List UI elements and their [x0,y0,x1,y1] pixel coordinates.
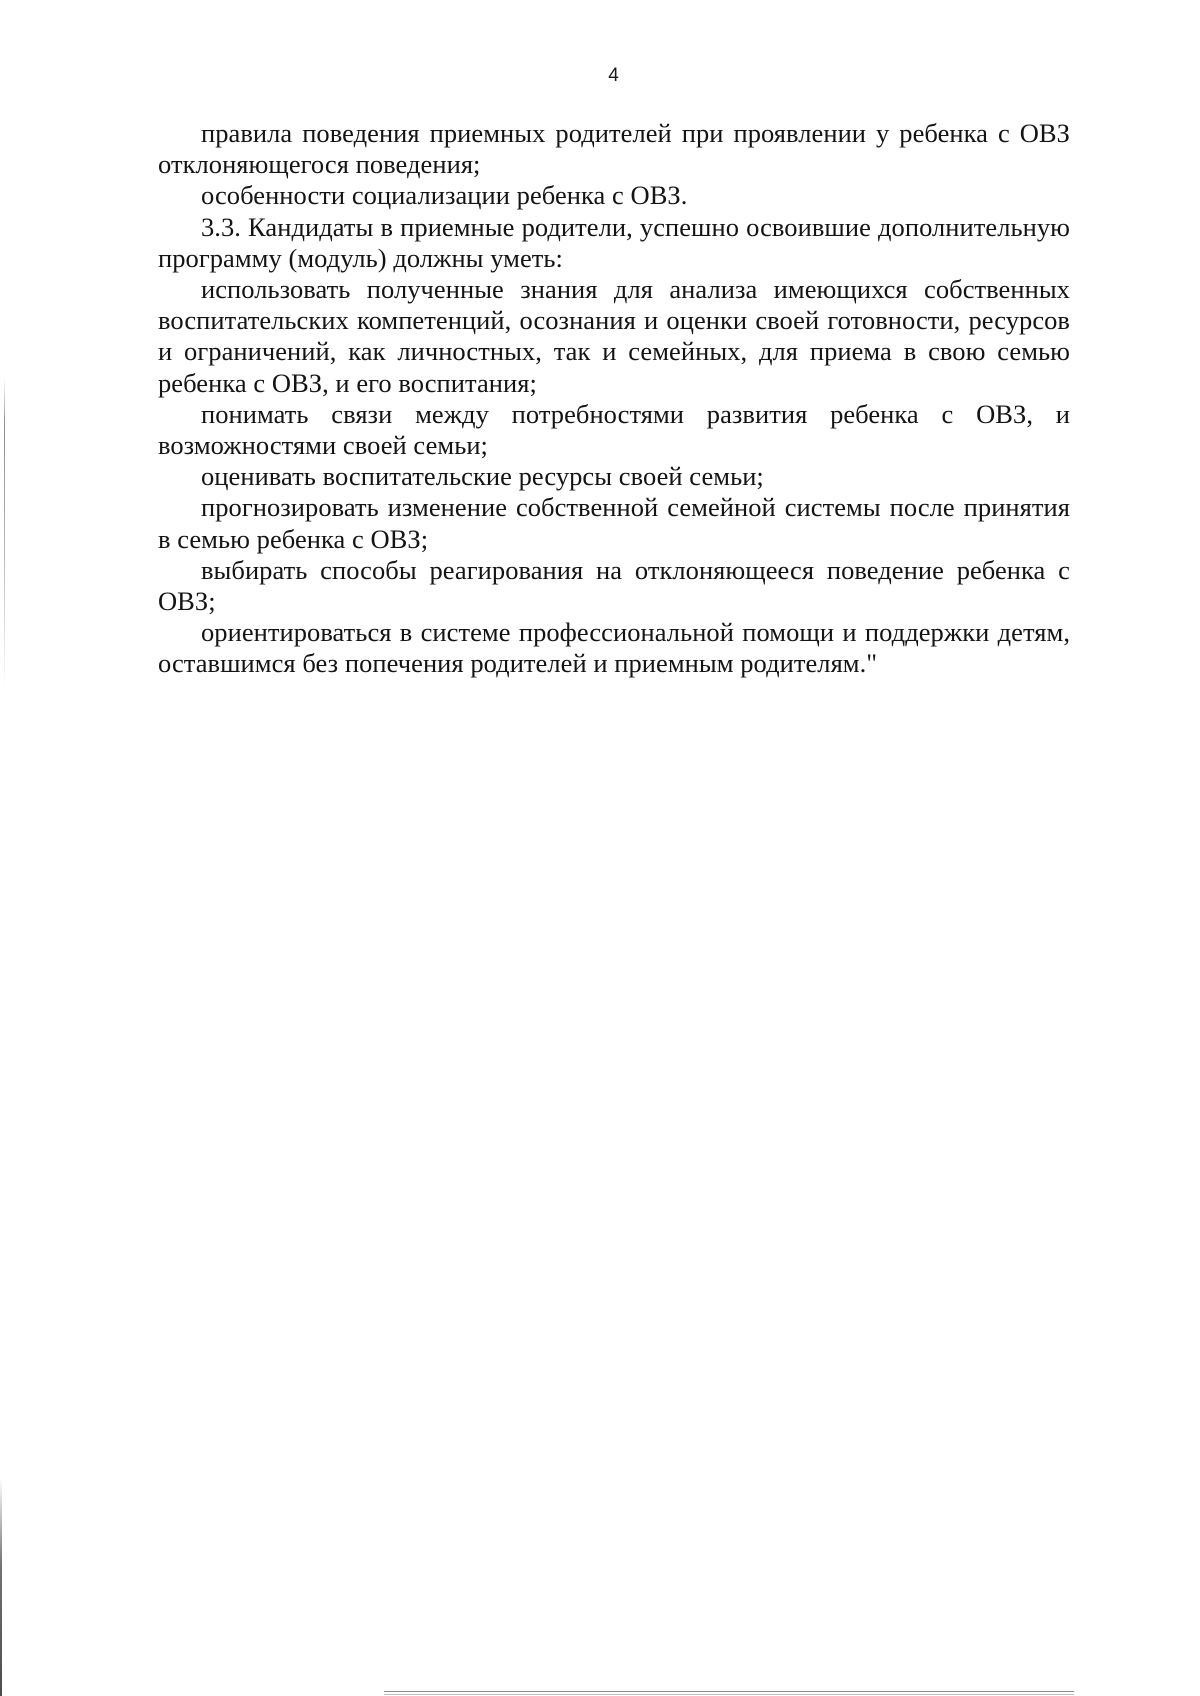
scan-edge-bottom-faint [384,1694,1074,1695]
paragraph-assess-resources: оценивать воспитательские ресурсы своей семьи; [201,461,764,492]
paragraph-socialization: особенности социализации ребенка с ОВЗ. [201,180,688,211]
document-body [158,118,1070,680]
paragraph-understand-links: понимать связи между потребностями развития ребенка с ОВЗ, и возможностями своей семьи; [158,398,1070,461]
paragraph-choose-responses: выбирать способы реагирования на отклоняющееся поведение ребенка с ОВЗ; [158,554,1070,617]
paragraph-forecast-changes: прогнозировать изменение собственной семейной системы после принятия в семью ребенка с ОВЗ; [158,492,1070,554]
paragraph-use-knowledge: использовать полученные знания для анализа имеющихся собственных воспитательских компетенций, осознания и оценки своей готовности, ресурсов и ограничений, как личностных, так и семейных, для приема в свою семью ребенка с ОВЗ, и его воспитания; [158,274,1070,398]
paragraph-section-3-3: 3.3. Кандидаты в приемные родители, успешно освоившие дополнительную программу (модуль) должны уметь: [158,211,1070,273]
paragraph-navigate-support: ориентироваться в системе профессиональной помощи и поддержки детям, оставшимся без попечения родителей и приемным родителям." [158,617,1070,679]
paragraph-behavior-rules: правила поведения приемных родителей при проявлении у ребенка с ОВЗ отклоняющегося поведения; [158,118,1070,180]
page-number: 4 [608,65,619,86]
scan-edge-left-lower [0,1478,2,1696]
scan-edge-left [4,378,5,690]
scan-edge-bottom [384,1691,1074,1692]
